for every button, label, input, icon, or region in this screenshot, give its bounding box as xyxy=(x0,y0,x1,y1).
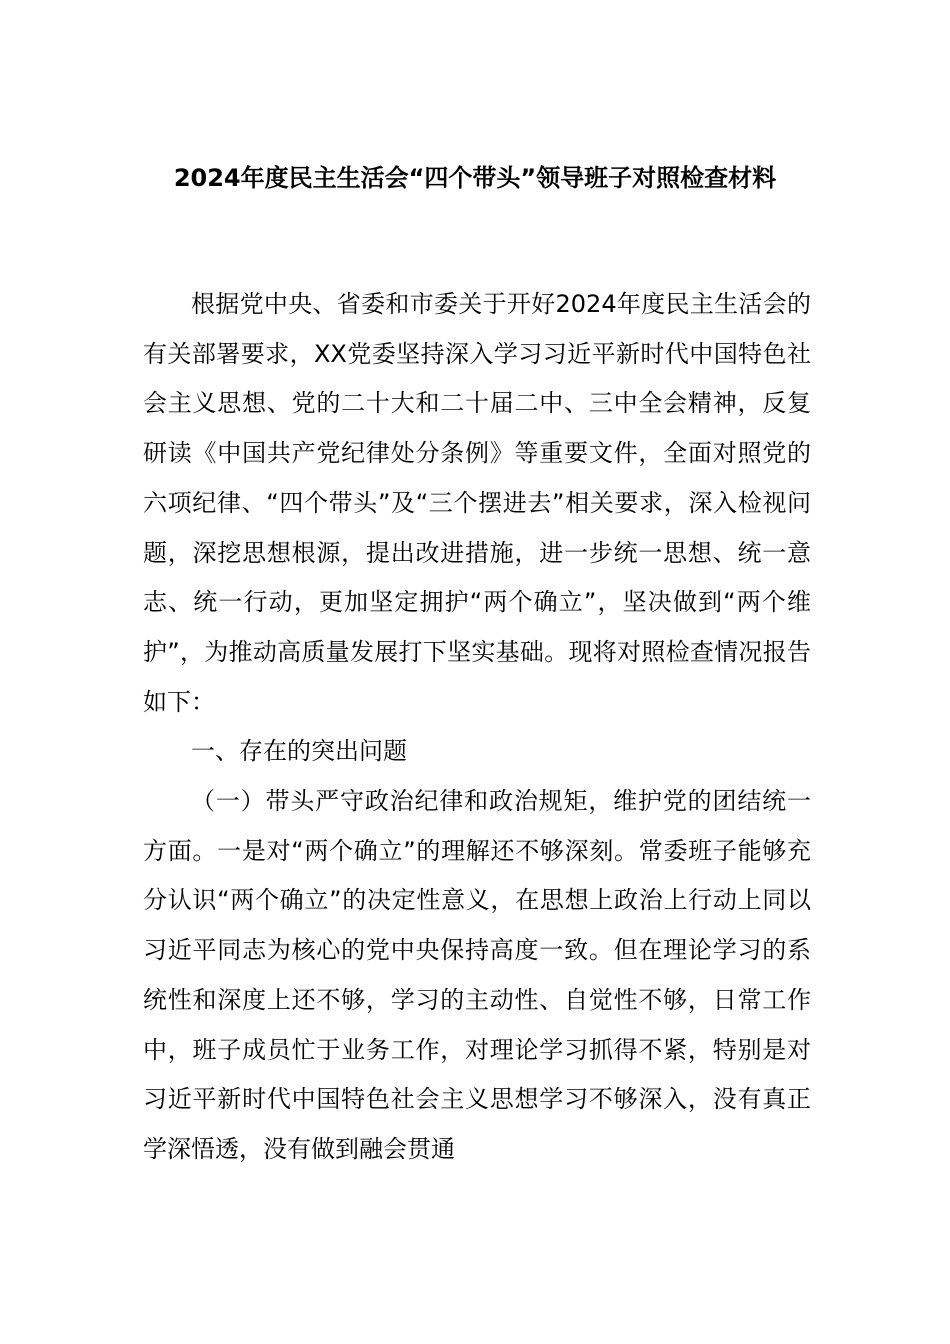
document-body xyxy=(143,280,811,1175)
section-heading: 一、存在的突出问题 xyxy=(191,737,407,766)
paragraph-section-1: （一）带头严守政治纪律和政治规矩，维护党的团结统一方面。一是对“两个确立”的理解还不够深刻。常委班子能够充分认识“两个确立”的决定性意义，在思想上政治上行动上同以习近平同志为核心的党中央保持高度一致。但在理论学习的系统性和深度上还不够，学习的主动性、自觉性不够，日常工作中，班子成员忙于业务工作，对理论学习抓得不紧，特别是对习近平新时代中国特色社会主义思想学习不够深入，没有真正学深悟透，没有做到融会贯通 xyxy=(143,787,811,1163)
document-title: 2024年度民主生活会“四个带头”领导班子对照检查材料 xyxy=(173,164,777,192)
paragraph-intro: 根据党中央、省委和市委关于开好2024年度民主生活会的有关部署要求，XX党委坚持深入学习习近平新时代中国特色社会主义思想、党的二十大和二十届二中、三中全会精神，反复研读《中国共产党纪律处分条例》等重要文件，全面对照党的六项纪律、“四个带头”及“三个摆进去”相关要求，深入检视问题，深挖思想根源，提出改进措施，进一步统一思想、统一意志、统一行动，更加坚定拥护“两个确立”，坚决做到“两个维护”，为推动高质量发展打下坚实基础。现将对照检查情况报告如下： xyxy=(143,290,811,716)
